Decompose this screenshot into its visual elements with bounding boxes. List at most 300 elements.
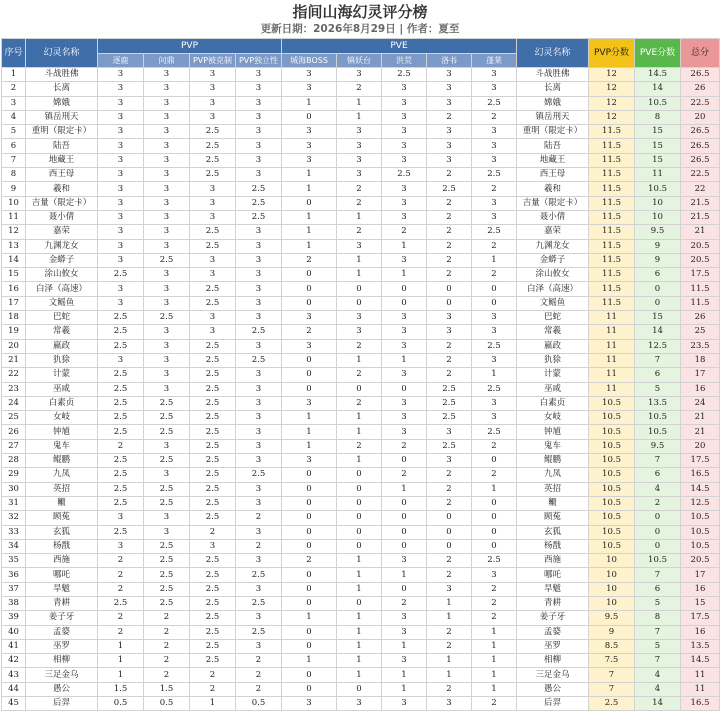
cell-pvp-value: 2 bbox=[236, 682, 282, 696]
cell-name: 巫罗 bbox=[26, 639, 98, 653]
cell-total: 21 bbox=[681, 225, 720, 239]
cell-pve-value: 2.5 bbox=[427, 439, 472, 453]
cell-pve-value: 0 bbox=[282, 596, 337, 610]
cell-pve-value: 0 bbox=[337, 682, 382, 696]
cell-pve-value: 3 bbox=[337, 325, 382, 339]
cell-name: 孟婆 bbox=[26, 625, 98, 639]
cell-pvp-value: 2.5 bbox=[98, 454, 144, 468]
header-pve-col: 洪荒 bbox=[382, 54, 427, 68]
cell-pve-value: 1 bbox=[337, 353, 382, 367]
cell-pvp-value: 3 bbox=[236, 153, 282, 167]
cell-pve-value: 1 bbox=[337, 654, 382, 668]
cell-total: 20.5 bbox=[681, 253, 720, 267]
header-pve-col: 镇妖台 bbox=[337, 54, 382, 68]
cell-pve-value: 3 bbox=[282, 125, 337, 139]
cell-name: 地藏王 bbox=[26, 153, 98, 167]
cell-pve-value: 2 bbox=[337, 439, 382, 453]
cell-pve-value: 2 bbox=[282, 325, 337, 339]
cell-pve-value: 1 bbox=[472, 668, 517, 682]
table-row bbox=[2, 68, 720, 82]
cell-pvp-value: 3 bbox=[236, 554, 282, 568]
cell-name-2: 九渊龙女 bbox=[517, 239, 589, 253]
cell-index: 17 bbox=[2, 296, 26, 310]
cell-pve-value: 0 bbox=[472, 511, 517, 525]
cell-total: 21 bbox=[681, 425, 720, 439]
cell-pve-value: 0 bbox=[337, 382, 382, 396]
cell-total: 17.5 bbox=[681, 268, 720, 282]
cell-pve-score: 4 bbox=[635, 668, 681, 682]
cell-pvp-value: 0.5 bbox=[144, 697, 190, 711]
cell-pvp-value: 1 bbox=[190, 697, 236, 711]
table-row bbox=[2, 697, 720, 711]
cell-pvp-value: 3 bbox=[98, 82, 144, 96]
cell-index: 23 bbox=[2, 382, 26, 396]
cell-pve-value: 0 bbox=[472, 282, 517, 296]
cell-total: 16.5 bbox=[681, 468, 720, 482]
cell-pve-value: 1 bbox=[337, 625, 382, 639]
cell-pvp-value: 2.5 bbox=[236, 596, 282, 610]
cell-pve-value: 3 bbox=[282, 68, 337, 82]
cell-index: 45 bbox=[2, 697, 26, 711]
cell-pvp-value: 2.5 bbox=[144, 596, 190, 610]
cell-name: 玄狐 bbox=[26, 525, 98, 539]
cell-pve-value: 1 bbox=[282, 425, 337, 439]
cell-pve-value: 0 bbox=[472, 296, 517, 310]
table-row bbox=[2, 682, 720, 696]
cell-name-2: 犰狳 bbox=[517, 353, 589, 367]
cell-pvp-value: 3 bbox=[98, 296, 144, 310]
cell-total: 12.5 bbox=[681, 496, 720, 510]
cell-name-2: 白素贞 bbox=[517, 396, 589, 410]
cell-pve-value: 0 bbox=[282, 682, 337, 696]
cell-pvp-value: 3 bbox=[144, 368, 190, 382]
cell-pve-score: 14 bbox=[635, 697, 681, 711]
cell-pvp-value: 2 bbox=[144, 668, 190, 682]
cell-pve-score: 2 bbox=[635, 496, 681, 510]
cell-pve-value: 3 bbox=[382, 611, 427, 625]
cell-pvp-value: 2 bbox=[144, 654, 190, 668]
cell-name: 文鳐鱼 bbox=[26, 296, 98, 310]
cell-pvp-score: 11.5 bbox=[589, 168, 635, 182]
cell-index: 20 bbox=[2, 339, 26, 353]
cell-pve-value: 0 bbox=[337, 525, 382, 539]
cell-pve-value: 3 bbox=[472, 396, 517, 410]
cell-total: 26 bbox=[681, 82, 720, 96]
cell-pvp-value: 0.5 bbox=[236, 697, 282, 711]
cell-name: 西王母 bbox=[26, 168, 98, 182]
cell-pvp-value: 2.5 bbox=[190, 568, 236, 582]
cell-pvp-value: 2.5 bbox=[98, 368, 144, 382]
cell-pve-value: 3 bbox=[282, 339, 337, 353]
cell-name-2: 斗战胜佛 bbox=[517, 68, 589, 82]
cell-pvp-value: 3 bbox=[144, 82, 190, 96]
cell-pve-value: 0 bbox=[282, 110, 337, 124]
header-pve-group: PVE bbox=[282, 39, 517, 54]
cell-pve-value: 0 bbox=[282, 282, 337, 296]
cell-pve-score: 15 bbox=[635, 153, 681, 167]
cell-pve-score: 15 bbox=[635, 311, 681, 325]
cell-pve-value: 3 bbox=[382, 82, 427, 96]
cell-pve-value: 1 bbox=[472, 654, 517, 668]
cell-pve-value: 0 bbox=[282, 196, 337, 210]
cell-index: 14 bbox=[2, 253, 26, 267]
cell-pve-value: 3 bbox=[282, 153, 337, 167]
cell-pvp-value: 2.5 bbox=[190, 439, 236, 453]
cell-pvp-value: 2.5 bbox=[98, 396, 144, 410]
cell-index: 13 bbox=[2, 239, 26, 253]
cell-name-2: 聂小倩 bbox=[517, 210, 589, 224]
cell-pve-value: 3 bbox=[337, 153, 382, 167]
cell-pve-value: 3 bbox=[472, 196, 517, 210]
cell-pve-value: 2 bbox=[472, 582, 517, 596]
cell-pve-value: 0 bbox=[472, 525, 517, 539]
table-row bbox=[2, 268, 720, 282]
cell-total: 20 bbox=[681, 110, 720, 124]
cell-pve-value: 2 bbox=[427, 368, 472, 382]
cell-total: 21 bbox=[681, 411, 720, 425]
cell-pvp-value: 3 bbox=[236, 368, 282, 382]
cell-pve-value: 1 bbox=[282, 182, 337, 196]
cell-pve-value: 0 bbox=[382, 539, 427, 553]
cell-pve-value: 1 bbox=[282, 439, 337, 453]
table-row bbox=[2, 139, 720, 153]
cell-pvp-value: 2.5 bbox=[98, 311, 144, 325]
cell-pvp-value: 2 bbox=[190, 682, 236, 696]
score-table bbox=[1, 38, 720, 711]
cell-pve-value: 2 bbox=[472, 468, 517, 482]
cell-pvp-value: 3 bbox=[98, 210, 144, 224]
cell-pvp-value: 3 bbox=[236, 496, 282, 510]
cell-pve-value: 0 bbox=[472, 454, 517, 468]
cell-pve-value: 3 bbox=[427, 425, 472, 439]
cell-pve-value: 2 bbox=[427, 353, 472, 367]
cell-pve-score: 11 bbox=[635, 168, 681, 182]
cell-pve-value: 3 bbox=[382, 554, 427, 568]
cell-pvp-value: 3 bbox=[144, 239, 190, 253]
cell-pve-value: 1 bbox=[337, 568, 382, 582]
cell-pvp-score: 11 bbox=[589, 339, 635, 353]
cell-pvp-value: 3 bbox=[236, 582, 282, 596]
cell-name: 计蒙 bbox=[26, 368, 98, 382]
header-pve-col: 洛书 bbox=[427, 54, 472, 68]
table-row bbox=[2, 225, 720, 239]
cell-pve-value: 3 bbox=[382, 339, 427, 353]
header-index: 序号 bbox=[2, 39, 26, 68]
cell-pvp-score: 12 bbox=[589, 68, 635, 82]
cell-pve-score: 8 bbox=[635, 110, 681, 124]
cell-pvp-value: 3 bbox=[144, 96, 190, 110]
cell-pve-value: 3 bbox=[382, 697, 427, 711]
cell-pvp-value: 2.5 bbox=[190, 153, 236, 167]
cell-index: 39 bbox=[2, 611, 26, 625]
cell-pve-value: 1 bbox=[337, 210, 382, 224]
cell-total: 26.5 bbox=[681, 139, 720, 153]
cell-name-2: 毈 bbox=[517, 496, 589, 510]
cell-pvp-value: 3 bbox=[144, 296, 190, 310]
cell-pve-score: 0 bbox=[635, 511, 681, 525]
cell-pve-score: 9.5 bbox=[635, 439, 681, 453]
cell-pvp-value: 3 bbox=[236, 454, 282, 468]
cell-name: 常羲 bbox=[26, 325, 98, 339]
cell-pve-score: 7 bbox=[635, 454, 681, 468]
cell-pve-value: 3 bbox=[472, 311, 517, 325]
cell-total: 26.5 bbox=[681, 68, 720, 82]
cell-pvp-value: 3 bbox=[236, 525, 282, 539]
header-pve-col: 城海BOSS bbox=[282, 54, 337, 68]
cell-pvp-score: 9.5 bbox=[589, 611, 635, 625]
cell-name-2: 嬴政 bbox=[517, 339, 589, 353]
table-row bbox=[2, 439, 720, 453]
cell-pve-value: 1 bbox=[337, 253, 382, 267]
cell-index: 29 bbox=[2, 468, 26, 482]
cell-pve-score: 0 bbox=[635, 539, 681, 553]
cell-pvp-value: 2 bbox=[98, 439, 144, 453]
table-row bbox=[2, 253, 720, 267]
cell-pvp-value: 3 bbox=[144, 339, 190, 353]
cell-name-2: 杨戬 bbox=[517, 539, 589, 553]
cell-total: 14.5 bbox=[681, 654, 720, 668]
cell-pvp-value: 2.5 bbox=[190, 482, 236, 496]
cell-pvp-value: 3 bbox=[144, 139, 190, 153]
cell-total: 21.5 bbox=[681, 210, 720, 224]
cell-pve-score: 9 bbox=[635, 253, 681, 267]
cell-pve-value: 0 bbox=[382, 382, 427, 396]
cell-pvp-score: 12 bbox=[589, 82, 635, 96]
cell-pvp-score: 10.5 bbox=[589, 425, 635, 439]
cell-index: 9 bbox=[2, 182, 26, 196]
cell-name-2: 镇岳刑天 bbox=[517, 110, 589, 124]
cell-pve-score: 14 bbox=[635, 82, 681, 96]
cell-pve-value: 0 bbox=[337, 482, 382, 496]
cell-pve-value: 0 bbox=[382, 582, 427, 596]
cell-pvp-value: 2.5 bbox=[98, 425, 144, 439]
cell-pvp-value: 2.5 bbox=[144, 496, 190, 510]
cell-pvp-value: 1 bbox=[98, 668, 144, 682]
cell-pvp-value: 3 bbox=[236, 110, 282, 124]
cell-name: 长离 bbox=[26, 82, 98, 96]
cell-pve-value: 1 bbox=[472, 625, 517, 639]
table-row bbox=[2, 296, 720, 310]
cell-name-2: 羲和 bbox=[517, 182, 589, 196]
cell-pve-score: 10.5 bbox=[635, 425, 681, 439]
cell-pve-score: 5 bbox=[635, 639, 681, 653]
cell-total: 10.5 bbox=[681, 539, 720, 553]
cell-pve-value: 0 bbox=[427, 511, 472, 525]
table-row bbox=[2, 596, 720, 610]
cell-name-2: 重明（限定卡） bbox=[517, 125, 589, 139]
table-row bbox=[2, 554, 720, 568]
cell-name-2: 白泽（高速） bbox=[517, 282, 589, 296]
cell-pvp-value: 3 bbox=[98, 110, 144, 124]
cell-pvp-score: 11.5 bbox=[589, 125, 635, 139]
cell-pvp-value: 2.5 bbox=[190, 454, 236, 468]
table-row bbox=[2, 82, 720, 96]
cell-pvp-value: 2 bbox=[236, 654, 282, 668]
cell-pvp-score: 11.5 bbox=[589, 196, 635, 210]
cell-pve-value: 3 bbox=[472, 153, 517, 167]
cell-pve-value: 0 bbox=[282, 382, 337, 396]
cell-pve-value: 2.5 bbox=[472, 339, 517, 353]
cell-pvp-value: 2.5 bbox=[144, 425, 190, 439]
cell-pvp-value: 3 bbox=[144, 210, 190, 224]
cell-pve-score: 0 bbox=[635, 525, 681, 539]
cell-pve-score: 0 bbox=[635, 296, 681, 310]
cell-pvp-value: 3 bbox=[236, 639, 282, 653]
cell-index: 25 bbox=[2, 411, 26, 425]
table-row bbox=[2, 325, 720, 339]
cell-index: 22 bbox=[2, 368, 26, 382]
cell-pve-score: 10.5 bbox=[635, 411, 681, 425]
cell-pve-value: 1 bbox=[337, 96, 382, 110]
cell-pve-value: 2 bbox=[427, 639, 472, 653]
cell-name: 英招 bbox=[26, 482, 98, 496]
cell-pvp-score: 11.5 bbox=[589, 139, 635, 153]
table-row bbox=[2, 625, 720, 639]
cell-pve-value: 1 bbox=[282, 411, 337, 425]
cell-pve-value: 0 bbox=[282, 668, 337, 682]
cell-pve-value: 0 bbox=[282, 353, 337, 367]
cell-pvp-value: 2.5 bbox=[144, 396, 190, 410]
cell-pve-value: 3 bbox=[282, 139, 337, 153]
cell-pve-score: 6 bbox=[635, 582, 681, 596]
cell-total: 11 bbox=[681, 668, 720, 682]
cell-pvp-value: 2.5 bbox=[98, 339, 144, 353]
cell-pvp-value: 3 bbox=[98, 225, 144, 239]
header-pvp-group: PVP bbox=[98, 39, 282, 54]
cell-pvp-value: 3 bbox=[190, 96, 236, 110]
cell-pve-score: 15 bbox=[635, 139, 681, 153]
cell-pve-value: 3 bbox=[382, 110, 427, 124]
cell-pve-value: 2.5 bbox=[472, 382, 517, 396]
cell-pve-value: 3 bbox=[282, 697, 337, 711]
cell-pve-value: 3 bbox=[427, 153, 472, 167]
cell-pvp-value: 1.5 bbox=[98, 682, 144, 696]
cell-pve-value: 3 bbox=[427, 311, 472, 325]
cell-pvp-value: 2.5 bbox=[236, 625, 282, 639]
cell-pvp-score: 11.5 bbox=[589, 253, 635, 267]
cell-name-2: 嫦娥 bbox=[517, 96, 589, 110]
cell-pvp-value: 2 bbox=[190, 525, 236, 539]
cell-pve-value: 3 bbox=[472, 139, 517, 153]
cell-name-2: 陆吾 bbox=[517, 139, 589, 153]
cell-pvp-value: 2 bbox=[236, 511, 282, 525]
cell-name: 九凤 bbox=[26, 468, 98, 482]
cell-pvp-value: 3 bbox=[236, 411, 282, 425]
cell-pve-value: 3 bbox=[472, 353, 517, 367]
cell-pvp-value: 3 bbox=[144, 68, 190, 82]
cell-index: 42 bbox=[2, 654, 26, 668]
cell-pvp-value: 2.5 bbox=[190, 382, 236, 396]
cell-name-2: 地藏王 bbox=[517, 153, 589, 167]
cell-pvp-value: 3 bbox=[236, 268, 282, 282]
cell-pvp-value: 3 bbox=[236, 382, 282, 396]
cell-pvp-value: 3 bbox=[144, 382, 190, 396]
cell-pvp-value: 2 bbox=[144, 625, 190, 639]
cell-total: 17.5 bbox=[681, 454, 720, 468]
cell-index: 2 bbox=[2, 82, 26, 96]
cell-pvp-value: 3 bbox=[144, 153, 190, 167]
cell-total: 17.5 bbox=[681, 611, 720, 625]
cell-pve-value: 0 bbox=[472, 496, 517, 510]
cell-pvp-value: 3 bbox=[98, 511, 144, 525]
cell-pve-value: 0 bbox=[282, 368, 337, 382]
cell-pvp-value: 2 bbox=[98, 625, 144, 639]
cell-name-2: 长离 bbox=[517, 82, 589, 96]
cell-total: 25 bbox=[681, 325, 720, 339]
cell-total: 11.5 bbox=[681, 296, 720, 310]
cell-pve-value: 1 bbox=[382, 482, 427, 496]
cell-pve-value: 0 bbox=[282, 568, 337, 582]
cell-pvp-score: 11.5 bbox=[589, 153, 635, 167]
cell-index: 37 bbox=[2, 582, 26, 596]
cell-pve-value: 2.5 bbox=[427, 182, 472, 196]
cell-pve-score: 10 bbox=[635, 210, 681, 224]
cell-name-2: 姜子牙 bbox=[517, 611, 589, 625]
cell-index: 3 bbox=[2, 96, 26, 110]
cell-pve-value: 1 bbox=[382, 353, 427, 367]
cell-index: 28 bbox=[2, 454, 26, 468]
cell-pve-value: 2 bbox=[427, 339, 472, 353]
cell-pve-value: 0 bbox=[337, 296, 382, 310]
cell-pvp-value: 2.5 bbox=[190, 125, 236, 139]
cell-name: 金蟒子 bbox=[26, 253, 98, 267]
cell-pve-value: 2 bbox=[472, 268, 517, 282]
cell-pve-value: 2 bbox=[382, 225, 427, 239]
cell-pvp-value: 2.5 bbox=[190, 239, 236, 253]
cell-pvp-value: 3 bbox=[144, 168, 190, 182]
cell-pve-value: 0 bbox=[282, 496, 337, 510]
cell-pve-score: 8 bbox=[635, 611, 681, 625]
cell-total: 11.5 bbox=[681, 282, 720, 296]
cell-pve-score: 6 bbox=[635, 268, 681, 282]
cell-name-2: 常羲 bbox=[517, 325, 589, 339]
cell-pve-value: 1 bbox=[282, 611, 337, 625]
cell-pvp-value: 2.5 bbox=[144, 482, 190, 496]
header-pvp-col: 逐鹿 bbox=[98, 54, 144, 68]
cell-pve-value: 1 bbox=[382, 568, 427, 582]
cell-pvp-value: 2 bbox=[236, 539, 282, 553]
cell-total: 16.5 bbox=[681, 697, 720, 711]
cell-total: 15 bbox=[681, 596, 720, 610]
cell-index: 36 bbox=[2, 568, 26, 582]
cell-pve-value: 2.5 bbox=[472, 425, 517, 439]
cell-pve-value: 0 bbox=[282, 511, 337, 525]
cell-pve-score: 6 bbox=[635, 368, 681, 382]
cell-pve-value: 3 bbox=[382, 311, 427, 325]
cell-pvp-value: 3 bbox=[144, 525, 190, 539]
table-body bbox=[2, 68, 720, 711]
cell-pve-value: 0 bbox=[382, 282, 427, 296]
cell-name-2: 后羿 bbox=[517, 697, 589, 711]
table-row bbox=[2, 454, 720, 468]
cell-pve-value: 3 bbox=[382, 96, 427, 110]
cell-pvp-value: 3 bbox=[236, 425, 282, 439]
cell-pvp-value: 2.5 bbox=[236, 325, 282, 339]
cell-pvp-value: 2.5 bbox=[190, 611, 236, 625]
cell-pvp-value: 2.5 bbox=[190, 425, 236, 439]
cell-pvp-value: 3 bbox=[190, 311, 236, 325]
cell-pve-value: 1 bbox=[282, 96, 337, 110]
cell-pvp-value: 3 bbox=[190, 196, 236, 210]
cell-name-2: 玄狐 bbox=[517, 525, 589, 539]
cell-name: 嫦娥 bbox=[26, 96, 98, 110]
cell-pvp-value: 2.5 bbox=[190, 396, 236, 410]
cell-pvp-value: 2.5 bbox=[144, 311, 190, 325]
cell-pve-value: 2 bbox=[472, 596, 517, 610]
cell-name-2: 吉量（限定卡） bbox=[517, 196, 589, 210]
cell-total: 22 bbox=[681, 182, 720, 196]
cell-index: 34 bbox=[2, 539, 26, 553]
